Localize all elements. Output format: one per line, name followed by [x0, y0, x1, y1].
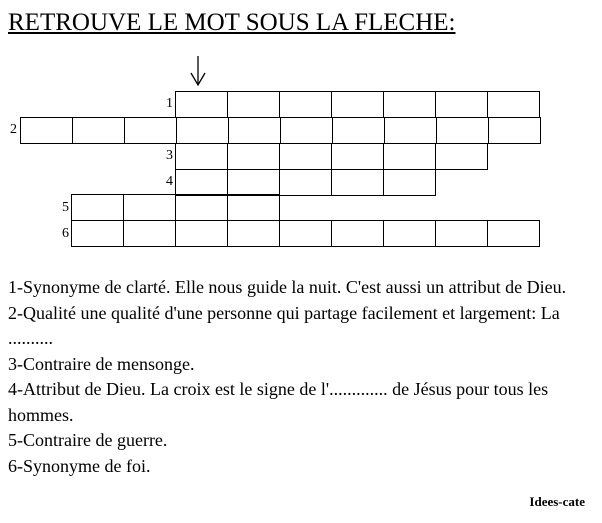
- crossword-cell[interactable]: [227, 143, 280, 170]
- crossword-row-5: [71, 194, 280, 220]
- clue-2: 2-Qualité une qualité d'une personne qui partage facilement et largement: La ..........: [8, 302, 560, 348]
- crossword-cell[interactable]: [20, 117, 73, 144]
- crossword-cell[interactable]: [123, 220, 176, 247]
- crossword-cell[interactable]: [487, 91, 540, 118]
- crossword-row-4: [175, 169, 436, 195]
- crossword-cell[interactable]: [72, 117, 125, 144]
- crossword-row-3: [175, 143, 488, 169]
- crossword-grid: [0, 0, 602, 260]
- row-number-2: 2: [10, 122, 17, 137]
- crossword-cell[interactable]: [435, 91, 488, 118]
- crossword-row-6: [71, 220, 540, 246]
- crossword-cell[interactable]: [435, 143, 488, 170]
- crossword-cell[interactable]: [123, 194, 176, 221]
- crossword-cell[interactable]: [175, 143, 228, 170]
- clue-4: 4-Attribut de Dieu. La croix est le signe de l'............. de Jésus pour tous les hommes.: [8, 379, 549, 425]
- page-title: RETROUVE LE MOT SOUS LA FLECHE:: [8, 9, 456, 36]
- crossword-cell[interactable]: [124, 117, 177, 144]
- crossword-cell[interactable]: [227, 194, 280, 221]
- clue-3: 3-Contraire de mensonge.: [8, 353, 195, 374]
- crossword-cell[interactable]: [435, 220, 488, 247]
- clue-list: [8, 275, 598, 479]
- crossword-cell[interactable]: [384, 117, 437, 144]
- crossword-cell[interactable]: [436, 117, 489, 144]
- crossword-cell[interactable]: [332, 117, 385, 144]
- crossword-cell[interactable]: [487, 220, 540, 247]
- crossword-cell[interactable]: [227, 169, 280, 196]
- clue-1: 1-Synonyme de clarté. Elle nous guide la nuit. C'est aussi un attribut de Dieu.: [8, 277, 567, 297]
- crossword-cell[interactable]: [383, 169, 436, 196]
- crossword-cell[interactable]: [383, 91, 436, 118]
- crossword-cell[interactable]: [280, 117, 333, 144]
- row-number-1: 1: [166, 96, 173, 111]
- crossword-cell[interactable]: [279, 169, 332, 196]
- row-number-3: 3: [166, 148, 173, 163]
- credit-label: Idees-cate: [529, 494, 585, 509]
- crossword-cell[interactable]: [383, 220, 436, 247]
- crossword-cell[interactable]: [175, 91, 228, 118]
- crossword-cell[interactable]: [279, 143, 332, 170]
- clue-5: 5-Contraire de guerre.: [8, 430, 168, 450]
- crossword-cell[interactable]: [331, 169, 384, 196]
- crossword-cell[interactable]: [71, 220, 124, 247]
- crossword-cell[interactable]: [279, 91, 332, 118]
- crossword-cell[interactable]: [176, 117, 229, 144]
- crossword-cell[interactable]: [383, 143, 436, 170]
- crossword-cell[interactable]: [71, 194, 124, 221]
- crossword-cell[interactable]: [228, 117, 281, 144]
- crossword-cell[interactable]: [175, 169, 228, 196]
- row-number-4: 4: [166, 174, 173, 189]
- row-number-5: 5: [62, 200, 69, 215]
- crossword-cell[interactable]: [331, 220, 384, 247]
- crossword-row-2: [20, 117, 541, 143]
- crossword-cell[interactable]: [331, 143, 384, 170]
- crossword-cell[interactable]: [175, 220, 228, 247]
- crossword-cell[interactable]: [279, 220, 332, 247]
- crossword-cell[interactable]: [175, 194, 228, 221]
- crossword-row-1: [175, 91, 540, 117]
- crossword-cell[interactable]: [227, 91, 280, 118]
- clue-6: 6-Synonyme de foi.: [8, 455, 151, 476]
- row-number-6: 6: [62, 226, 69, 241]
- crossword-cell[interactable]: [331, 91, 384, 118]
- crossword-cell[interactable]: [488, 117, 541, 144]
- crossword-cell[interactable]: [227, 220, 280, 247]
